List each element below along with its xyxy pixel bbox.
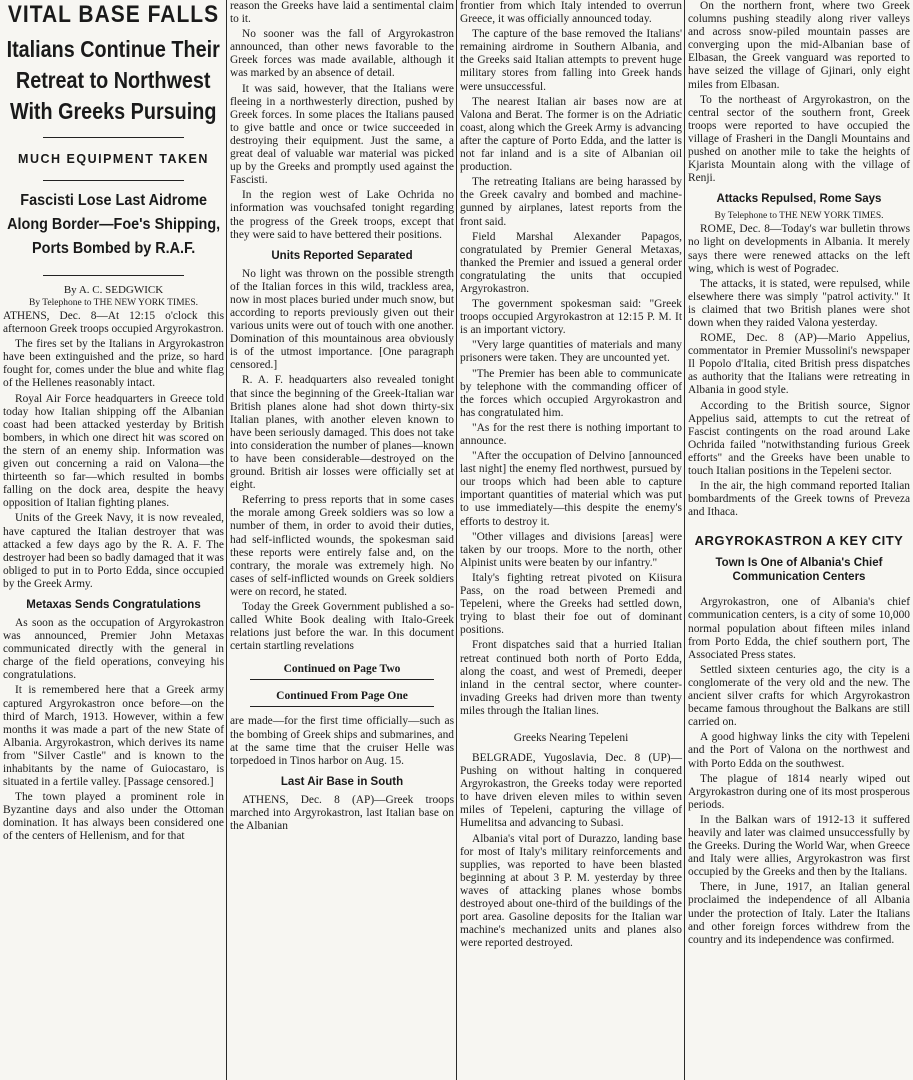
paragraph: In the air, the high command reported Italian bombardments of the Greek towns of Preveza and Ithaca.: [688, 480, 910, 519]
section-headline: ARGYROKASTRON A KEY CITY: [694, 533, 904, 549]
divider: [43, 137, 184, 138]
continued-line: Continued From Page One: [276, 690, 408, 703]
paragraph: The town played a prominent role in Byzantine days and also under the Ottoman domination. It has always been considered one of the centers of Hellenism, and for that: [3, 791, 224, 843]
paragraph: ATHENS, Dec. 8 (AP)—Greek troops marched into Argyrokastron, last Italian base on the Albanian: [230, 793, 454, 832]
column-1: [0, 0, 227, 1080]
paragraph: The plague of 1814 nearly wiped out Argyrokastron during one of its most prosperous periods.: [688, 772, 910, 811]
paragraph: Royal Air Force headquarters in Greece told today how Italian shipping off the Albanian coast had been attacked yesterday by British bombers, in which one direct hit was scored on the stern of an enemy ship. Information was given out concerning a raid on Valona—the thirteenth so far—which resulted in bombs falling on the dock area, despite the heavy opposition of Italian fighting planes.: [3, 392, 224, 510]
subhead: Last Air Base in South: [280, 775, 404, 788]
paragraph: A good highway links the city with Tepeleni and the Port of Valona on the northwest and with Porto Edda on the southwest.: [688, 731, 910, 770]
paragraph: "After the occupation of Delvino [announced last night] the enemy fled northwest, pursued by our troops which had been able to capture important quantities of material which was put to use immediately—this despite the enemy's efforts to destroy it.: [460, 450, 682, 528]
subhead: Metaxas Sends Congratulations: [26, 598, 201, 611]
paragraph: No sooner was the fall of Argyrokastron announced, than other news favorable to the Greek forces was made available, although it was marked by an absence of detail.: [230, 28, 454, 80]
paragraph: The nearest Italian air bases now are at Valona and Berat. The former is on the Adriatic coast, along which the Greek Army is advancing after the capture of Porto Edda, and the latter is not far inland and is a site of Albanian oil production.: [460, 95, 682, 174]
column-3: [457, 0, 685, 1080]
byline: By A. C. SEDGWICK: [63, 284, 164, 296]
paragraph: The government spokesman said: "Greek troops occupied Argyrokastron at 12:15 P. M. It is an important victory.: [460, 298, 682, 337]
section-deck: Town Is One of Albania's Chief Communication Centers: [715, 557, 883, 584]
paragraph: In the region west of Lake Ochrida no information was vouchsafed tonight regarding the progress of the Greek troops, except that they were said to have bettered their positions.: [230, 189, 454, 241]
paragraph: "Very large quantities of materials and many prisoners were taken. They are uncounted yet.: [460, 339, 682, 365]
paragraph: frontier from which Italy intended to overrun Greece, it was officially announced today.: [460, 0, 682, 26]
divider: [250, 679, 434, 680]
paragraph: Field Marshal Alexander Papagos, congratulated by Premier General Metaxas, thanked the Premier and issued a general order congratulating the units that occupied Argyrokastron.: [460, 230, 682, 295]
paragraph: The capture of the base removed the Italians' remaining airdrome in Southern Albania, and the Greeks said Italian attempts to prevent huge military stores from falling into Greek hands were unsuccessful.: [460, 28, 682, 93]
subheadline: MUCH EQUIPMENT TAKEN: [18, 152, 209, 166]
paragraph: To the northeast of Argyrokastron, on the central sector of the southern front, Greek troops were reported to have occupied the village of Frasheri in the Dangli Mountains and pushed on another mile to take the heights of Kjarista Mountain along with the village of Renji.: [688, 93, 910, 185]
paragraph: There, in June, 1917, an Italian general proclaimed the independence of all Albania under the protection of Italy. Later the Italians and other foreign forces withdrew from the country and its independence was confirmed.: [688, 881, 910, 946]
paragraph: The attacks, it is stated, were repulsed, while elsewhere there was simply "patrol activity." It is claimed that two British planes were shot down when they raided Valona yesterday.: [688, 277, 910, 329]
divider: [250, 706, 434, 707]
paragraph: No light was thrown on the possible strength of the Italian forces in this wild, trackless area, now in most places buried under much snow, but according to reports previously given out their various units were out of touch with one another. Domination of this mountainous area obviously is of the utmost importance. [One paragraph censored.]: [230, 267, 454, 372]
paragraph: R. A. F. headquarters also revealed tonight that since the beginning of the Greek-Italian war British planes alone had shot down thirty-six Italian planes, with another eleven known to have been seriously damaged. This does not take into consideration the number of planes—known to have been considerable—destroyed on the ground. British air losses were officially set at eight.: [230, 374, 454, 492]
paragraph: On the northern front, where two Greek columns pushing steadily along river valleys and across snow-piled mountain passes are converging upon the mid-Albanian base of Elbasan, the Greek vanguard was reported to have seized the village of Gjinari, only eight miles from Elbasan.: [688, 0, 910, 91]
headline-deck-2: Fascisti Lose Last Aidrome Along Border—Foe's Shipping, Ports Bombed by R.A.F.: [6, 192, 221, 257]
paragraph: In the Balkan wars of 1912-13 it suffered heavily and later was claimed unsuccessfully by the Greeks. During the World War, when Greece and Italy were allies, Argyrokastron was first occupied by the Greeks and then by the Italians.: [688, 813, 910, 879]
paragraph: Today the Greek Government published a so-called White Book dealing with Italo-Greek relations just before the war. In this document certain startling revelations: [230, 601, 454, 653]
paragraph: The retreating Italians are being harassed by the Greek cavalry and bombed and machine-gunned by airplanes, latest reports from the front said.: [460, 176, 682, 228]
subhead: Attacks Repulsed, Rome Says: [716, 193, 882, 206]
column-4: [685, 0, 913, 1080]
paragraph: ROME, Dec. 8 (AP)—Mario Appelius, commentator in Premier Mussolini's newspaper Il Popolo d'Italia, cited British press dispatches as authority that the Italians were retreating in Albania in good style.: [688, 332, 910, 397]
headline-deck: Italians Continue Their Retreat to Northwest With Greeks Pursuing: [6, 36, 221, 124]
paragraph: ROME, Dec. 8—Today's war bulletin throws no light on developments in Albania. It merely says there were renewed attacks on the left wing, which is west of Pogradec.: [688, 223, 910, 275]
paragraph: According to the British source, Signor Appelius said, attempts to cut the retreat of Fascist contingents on the road around Lake Ochrida failed "notwithstanding furious Greek efforts" and the Greeks have been unable to touch Italian positions in the Tepeleni sector.: [688, 399, 910, 477]
paragraph: Settled sixteen centuries ago, the city is a conglomerate of the very old and the new. The ancient silver crafts for which Argyrokastron became famous throughout the Balkans are still carried on.: [688, 663, 910, 729]
subhead: Units Reported Separated: [271, 249, 413, 262]
paragraph: Front dispatches said that a hurried Italian retreat continued both north of Porto Edda, along the coast, and west of Premedi, deeper inland in the central sector, where counter-invading Greeks had driven more than twenty miles through the Italian lines.: [460, 639, 682, 717]
subhead: Greeks Nearing Tepeleni: [513, 731, 629, 744]
divider: [43, 275, 184, 276]
paragraph: "The Premier has been able to communicate by telephone with the commanding officer of the forces which occupied Argyrokastron and has congratulated him.: [460, 367, 682, 419]
paragraph: As soon as the occupation of Argyrokastron was announced, Premier John Metaxas communicated directly with the general in charge of the field operations, conveying his congratulations.: [3, 616, 224, 682]
paragraph: Units of the Greek Navy, it is now revealed, have captured the Italian destroyer that was attacked a few days ago by the R. A. F. The destroyer had been so badly damaged that it was obliged to put in to Porto Edda, since occupied by the Greek Army.: [3, 512, 224, 590]
paragraph: "Other villages and divisions [areas] were taken by our troops. More to the north, other Alpinist units were beaten by our infantry.": [460, 530, 682, 569]
paragraph: are made—for the first time officially—such as the bombing of Greek ships and submarines, and at the same time that the cruiser Helle was torpedoed in Tinos harbor on Aug. 15.: [230, 715, 454, 767]
paragraph: ATHENS, Dec. 8—At 12:15 o'clock this afternoon Greek troops occupied Argyrokastron.: [3, 310, 224, 336]
continued-line: Continued on Page Two: [283, 663, 401, 676]
paragraph: It was said, however, that the Italians were fleeing in a northwesterly direction, pushed by Greek forces. In some places the Italians paused to give battle and once or twice succeeded in destroying their equipment. Just the same, a great deal of valuable war material was picked up by the Greeks and promptly used against the Fascisti.: [230, 82, 454, 187]
column-2: [227, 0, 457, 1080]
credit-line: By Telephone to THE NEW YORK TIMES.: [28, 298, 198, 308]
paragraph: reason the Greeks have laid a sentimental claim to it.: [230, 0, 454, 26]
paragraph: Italy's fighting retreat pivoted on Kiisura Pass, on the road between Premedi and Tepeleni, where the Greeks had settled down, trying to blast their foe out of dominant positions.: [460, 571, 682, 637]
paragraph: The fires set by the Italians in Argyrokastron have been extinguished and the prize, so hard fought for, comes under the blue and white flag of the Hellenes reasonably intact.: [3, 338, 224, 390]
divider: [43, 180, 184, 181]
paragraph: "As for the rest there is nothing important to announce.: [460, 421, 682, 447]
paragraph: Albania's vital port of Durazzo, landing base for most of Italy's military reinforcements and supplies, was reported to have been blasted beginning at about 3 P. M. yesterday by three waves of attacking planes whose bombs destroyed about one-third of the buildings of the port area. Gasoline deposits for the Italian war machine's mechanized units and planes also were reported destroyed.: [460, 832, 682, 950]
paragraph: Argyrokastron, one of Albania's chief communication centers, is a city of some 10,000 normal population about fifteen miles inland from Porto Edda, the chief southern port, The Associated Press states.: [688, 596, 910, 661]
credit-line: By Telephone to THE NEW YORK TIMES.: [714, 211, 884, 222]
main-headline: VITAL BASE FALLS: [7, 1, 220, 28]
paragraph: BELGRADE, Yugoslavia, Dec. 8 (UP)—Pushing on without halting in conquered Argyrokastron, the Greeks today were reported to have driven eleven miles to within seven miles of Tepeleni, capturing the village of Humelitsa and advancing to Subasi.: [460, 751, 682, 830]
paragraph: Referring to press reports that in some cases the morale among Greek soldiers was so low a number of them, in order to avoid their duties, had self-inflicted wounds, the spokesman said these reports were entirely false and, on the contrary, the morale was extremely high. No cases of self-inflicted wounds on Greek soldiers were on record, he stated.: [230, 494, 454, 598]
paragraph: It is remembered here that a Greek army captured Argyrokastron once before—on the third of March, 1913. However, within a few months it was made a part of the new State of Albania. Argyrokastron, which derives its name from "Silver Castle" and is known to the inhabitants by the name of Guiocastaro, is situated in a fertile valley. [Passage censored.]: [3, 684, 224, 789]
